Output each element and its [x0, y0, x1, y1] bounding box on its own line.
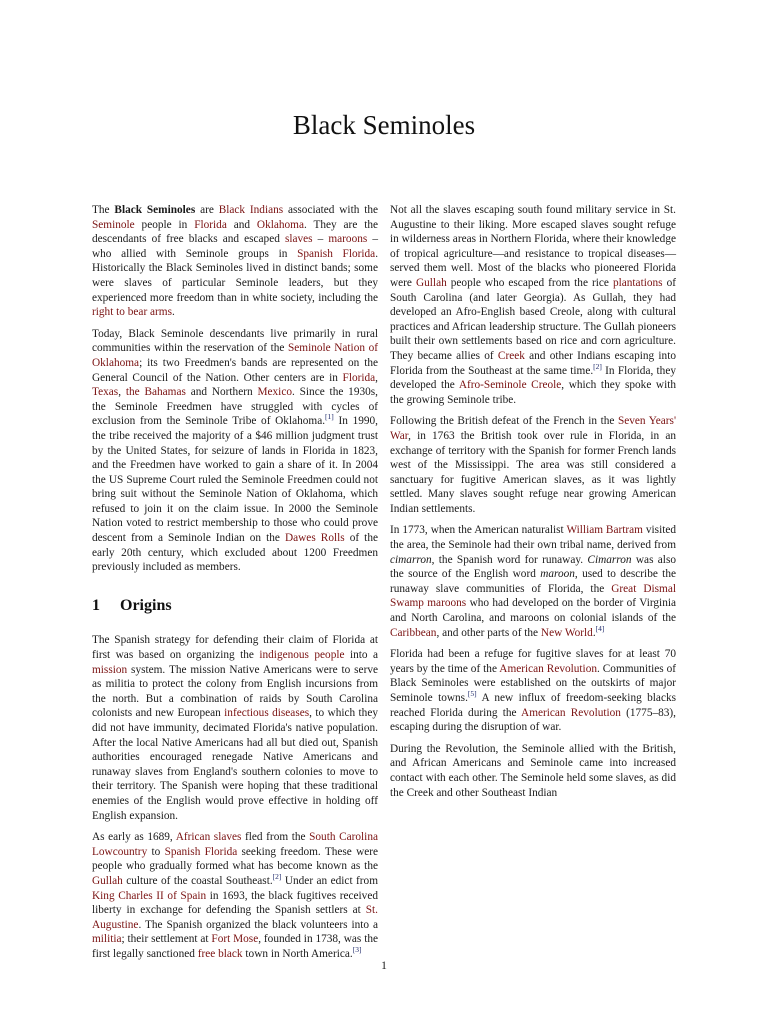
- bold-term: Black Seminoles: [114, 204, 196, 216]
- link-seven-years-war[interactable]: Seven Years' War: [390, 415, 676, 442]
- link-creek[interactable]: Creek: [497, 349, 525, 362]
- link-plantations[interactable]: plantations: [612, 276, 663, 289]
- link-american-revolution-2[interactable]: American Revolution: [521, 706, 621, 719]
- link-florida-2[interactable]: Florida: [342, 371, 376, 384]
- link-african-slaves[interactable]: African slaves: [175, 831, 242, 844]
- link-slaves[interactable]: slaves: [284, 233, 313, 246]
- section-title: Origins: [120, 596, 172, 614]
- link-south-carolina-lowcountry[interactable]: South Carolina Lowcountry: [92, 831, 378, 858]
- origins-paragraph-6: Florida had been a refuge for fugitive slaves for at least 70 years by the time of the American Revolution. Communities of Black Seminoles were established on the outskirts of major Seminole towns.[5] A new influx of freedom-seeking blacks reached Florida during the American Revolution (1775–83), escaping during the disruption of war.: [390, 648, 677, 734]
- origins-paragraph-5: In 1773, when the American naturalist William Bartram visited the area, the Seminole had their own tribal name, derived from cimarron, the Spanish word for runaway. Cimarron was also the source of the English word maroon, used to describe the runaway slave communities of Florida, the Great Dismal Swamp maroons who had developed on the border of Virginia and North Carolina, and maroons on colonial islands of the Caribbean, and other parts of the New World.[4]: [390, 524, 677, 639]
- link-maroons[interactable]: maroons: [328, 233, 368, 246]
- link-new-world[interactable]: New World: [540, 626, 593, 639]
- link-mission[interactable]: mission: [92, 663, 128, 676]
- link-black-indians[interactable]: Black Indians: [218, 204, 284, 216]
- link-right-to-bear-arms[interactable]: right to bear arms: [92, 306, 172, 319]
- italic-cimarron: cimarron: [390, 553, 432, 566]
- page-number: 1: [381, 960, 387, 972]
- link-florida[interactable]: Florida: [194, 218, 227, 231]
- origins-paragraph-3: Not all the slaves escaping south found military service in St. Augustine to their liking. More escaped slaves sought refuge in wilderness areas in Northern Florida, where their knowledge of tropical agriculture—and resistance to tropical diseases—served them well. Most of the blacks who pioneered Florida were Gullah people who escaped from the rice plantations of South Carolina (and later Georgia). As Gullah, they had developed an Afro-English based Creole, along with cultural practices and African leadership structure. The Gullah pioneers built their own settlements based on rice and corn agriculture. They became allies of Creek and other Indians escaping into Florida from the Southeast at the same time.[2] In Florida, they developed the Afro-Seminole Creole, which they spoke with the growing Seminole tribe.: [390, 204, 677, 406]
- link-the-bahamas[interactable]: the Bahamas: [125, 386, 186, 399]
- ref-2[interactable]: [2]: [272, 872, 282, 882]
- link-spanish-florida-2[interactable]: Spanish Florida: [164, 845, 238, 858]
- link-st-augustine[interactable]: St. Augustine: [92, 904, 378, 931]
- right-column: [390, 203, 676, 807]
- link-texas[interactable]: Texas: [92, 386, 119, 399]
- link-caribbean[interactable]: Caribbean: [390, 626, 437, 639]
- link-fort-mose[interactable]: Fort Mose: [211, 933, 259, 946]
- italic-cimarron-2: Cimarron: [587, 553, 632, 566]
- origins-paragraph-7: During the Revolution, the Seminole allied with the British, and African Americans and Seminole came into increased contact with each other. The Seminole held some slaves, as did the Creek and other Southeast Indian: [390, 742, 676, 799]
- origins-paragraph-4: Following the British defeat of the French in the Seven Years' War, in 1763 the British took over rule in Florida, in an exchange of territory with the Spanish for former French lands west of the Mississippi. The area was still considered a sanctuary for fugitive American slaves, as it was lightly settled. Many slaves sought refuge near growing American Indian settlements.: [390, 415, 676, 515]
- link-great-dismal-swamp-maroons[interactable]: Great Dismal Swamp maroons: [390, 582, 676, 610]
- link-seminole[interactable]: Seminole: [92, 218, 135, 231]
- link-king-charles-ii[interactable]: King Charles II of Spain: [92, 889, 207, 902]
- link-seminole-nation-of-oklahoma[interactable]: Seminole Nation of Oklahoma: [92, 342, 378, 369]
- link-free-black[interactable]: free black: [197, 947, 243, 960]
- link-afro-seminole-creole[interactable]: Afro-Seminole Creole: [458, 379, 562, 392]
- link-gullah[interactable]: Gullah: [92, 874, 123, 887]
- link-indigenous-people[interactable]: indigenous people: [259, 649, 345, 662]
- ref-5[interactable]: [5]: [467, 689, 477, 699]
- origins-paragraph-2: As early as 1689, African slaves fled from the South Carolina Lowcountry to Spanish Florida seeking freedom. These were people who gradually formed what has become known as the Gullah culture of the coastal Southeast.[2] Under an edict from King Charles II of Spain in 1693, the black fugitives received liberty in exchange for defending the Spanish settlers at St. Augustine. The Spanish organized the black volunteers into a militia; their settlement at Fort Mose, founded in 1738, was the first legally sanctioned free black town in North America.[3]: [92, 831, 379, 960]
- ref-4[interactable]: [4]: [595, 623, 605, 633]
- link-mexico[interactable]: Mexico: [257, 386, 292, 399]
- link-dawes-rolls[interactable]: Dawes Rolls: [284, 532, 345, 545]
- intro-paragraph: The Black Seminoles are Black Indians associated with the Seminole people in Florida and Oklahoma. They are the descendants of free blacks and escaped slaves – maroons – who allied with Seminole groups in Spanish Florida. Historically the Black Seminoles lived in distinct bands; some were slaves of particular Seminole leaders, but they experienced more freedom than in white society, including the right to bear arms.: [92, 204, 379, 319]
- link-infectious-diseases[interactable]: infectious diseases: [224, 707, 310, 720]
- italic-maroon: maroon: [540, 568, 575, 581]
- link-american-revolution[interactable]: American Revolution: [499, 662, 597, 675]
- today-paragraph: Today, Black Seminole descendants live primarily in rural communities within the reservation of the Seminole Nation of Oklahoma; its two Freedmen's bands are represented on the General Council of the Nation. Other centers are in Florida, Texas, the Bahamas and Northern Mexico. Since the 1930s, the Seminole Freedmen have struggled with cycles of exclusion from the Seminole Tribe of Oklahoma.[1] In 1990, the tribe received the majority of a $46 million judgment trust by the United States, for seizure of lands in Florida in 1823, and the Freedmen have worked to gain a share of it. In 2004 the US Supreme Court ruled the Seminole Freedmen could not bring suit without the Seminole Nation of Oklahoma, which refused to join it on the claim issue. In 2000 the Seminole Nation voted to restrict membership to those who could prove descent from a Seminole Indian on the Dawes Rolls of the early 20th century, which excluded about 1200 Freedmen previously included as members.: [92, 327, 378, 574]
- link-oklahoma[interactable]: Oklahoma: [256, 218, 304, 231]
- link-william-bartram[interactable]: William Bartram: [566, 524, 643, 537]
- ref-3[interactable]: [3]: [352, 945, 362, 955]
- left-column: [92, 203, 378, 969]
- ref-1[interactable]: [1]: [325, 412, 334, 422]
- section-heading-origins: [92, 596, 378, 614]
- origins-paragraph-1: The Spanish strategy for defending their claim of Florida at first was based on organizing the indigenous people into a mission system. The mission Native Americans were to serve as militia to protect the colony from English incursions from the north. But a combination of raids by South Carolina colonists and new European infectious diseases, to which they did not have immunity, decimated Florida's native population. After the local Native Americans had all but died out, Spanish authorities encouraged renegade Native Americans and runaway slaves from England's southern colonies to move to their territory. The Spanish were hoping that these traditional enemies of the English would prove effective in holding off English expansion.: [92, 634, 378, 822]
- link-spanish-florida[interactable]: Spanish Florida: [297, 247, 376, 260]
- link-militia[interactable]: militia: [92, 933, 122, 946]
- ref-2b[interactable]: [2]: [593, 361, 602, 371]
- page-title: Black Seminoles: [292, 110, 476, 140]
- link-gullah-2[interactable]: Gullah: [415, 276, 447, 289]
- section-number: 1: [92, 596, 100, 614]
